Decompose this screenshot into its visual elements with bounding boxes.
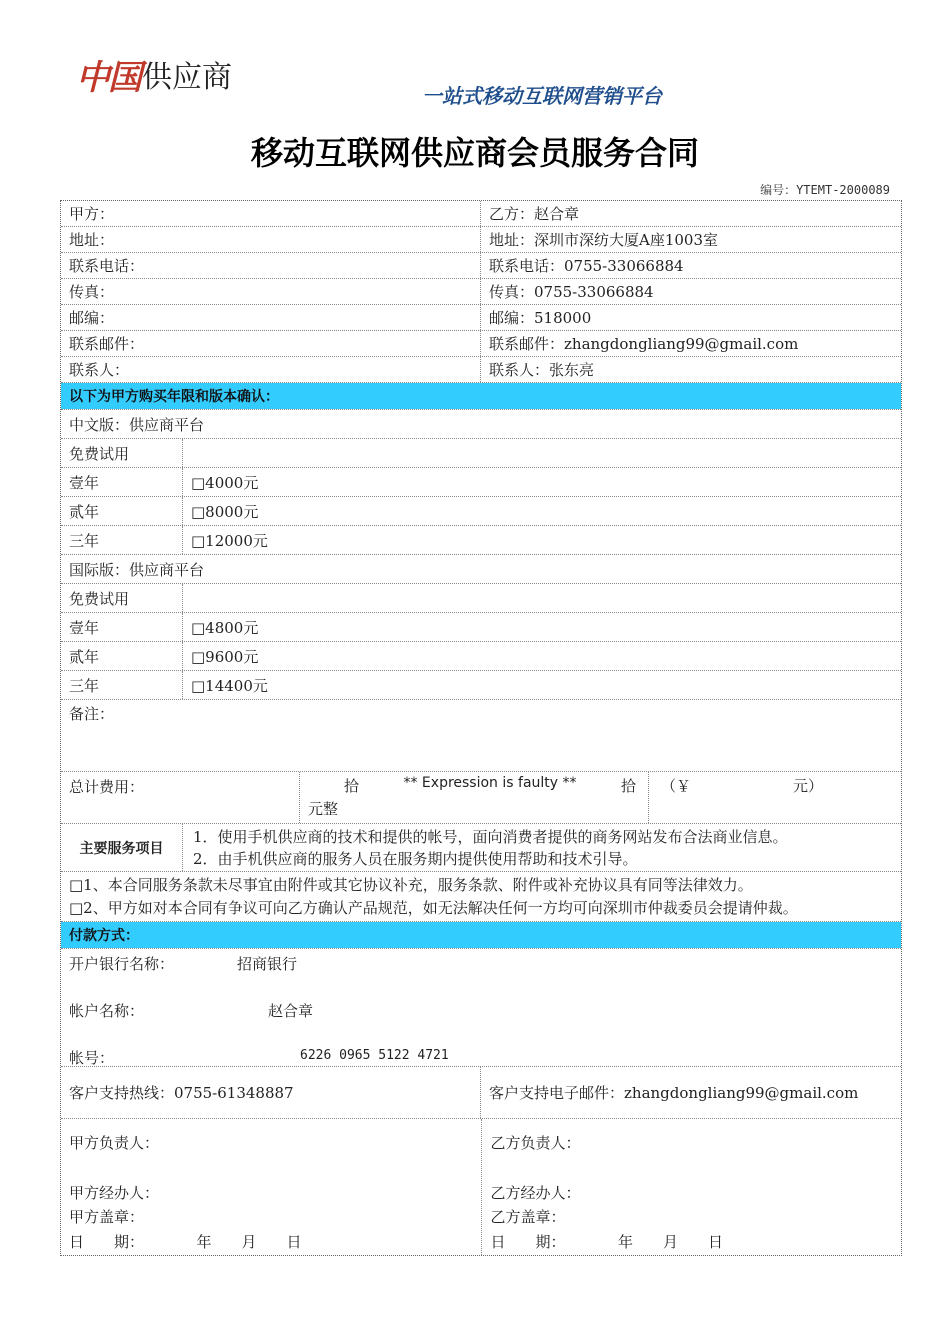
shi-label: 拾: [344, 777, 360, 795]
term-label: 壹年: [61, 468, 183, 496]
currency-label: （￥: [661, 777, 692, 795]
party-row-email: [61, 331, 901, 357]
payment-row: [61, 949, 901, 1067]
price-row: [61, 613, 901, 642]
party-a-contact: 联系人：: [61, 357, 481, 382]
contract-form: [60, 200, 902, 1256]
support-email: [481, 1067, 901, 1118]
price-row: [61, 439, 901, 468]
logo-text: 供应商: [142, 60, 232, 95]
services-row: [61, 824, 901, 872]
party-a-email: 联系邮件：: [61, 331, 481, 356]
clauses-list: [61, 872, 806, 921]
total-label: 总计费用：: [61, 772, 300, 823]
cn-version-title: 中文版：供应商平台: [69, 415, 205, 434]
price-row: [61, 642, 901, 671]
term-label: 三年: [61, 526, 183, 554]
price-option-checkbox[interactable]: □8000元: [191, 502, 259, 521]
remarks-label: 备注：: [69, 705, 115, 723]
intl-version-title: 国际版：供应商平台: [69, 560, 205, 579]
remarks-row: [61, 700, 901, 772]
party-row-phone: [61, 253, 901, 279]
purchase-section-row: [61, 383, 901, 410]
party-a-signature: [61, 1119, 482, 1255]
support-hotline: 客户支持热线：0755-61348887: [61, 1067, 481, 1118]
payment-details: [61, 949, 901, 1066]
total-amount-number: [649, 772, 901, 823]
party-a-zip: 邮编：: [61, 305, 481, 330]
account-name-value: 赵合章: [268, 1002, 314, 1020]
term-label: 三年: [61, 671, 183, 699]
party-b-zip: 邮编：518000: [489, 309, 592, 327]
support-email-text: 客户支持电子邮件：zhangdongliang99@gmail.com: [489, 1084, 859, 1102]
price-row: [61, 497, 901, 526]
party-a-date: 日 期： 年 月 日: [69, 1233, 302, 1251]
party-a-head: 甲方负责人：: [69, 1134, 160, 1152]
clauses-row: [61, 872, 901, 922]
account-no-label: 帐号：: [69, 1049, 115, 1067]
total-amount-words: [300, 772, 649, 823]
party-a-fax: 传真：: [61, 279, 481, 304]
party-a-agent: 甲方经办人：: [69, 1184, 160, 1202]
price-row: [61, 584, 901, 613]
purchase-section-header: 以下为甲方购买年限和版本确认：: [61, 383, 901, 409]
price-option-checkbox[interactable]: □9600元: [191, 647, 259, 666]
signature-row: [61, 1119, 901, 1255]
price-row: [61, 468, 901, 497]
party-row-zip: [61, 305, 901, 331]
contract-number: 编号：YTEMT-2000089: [760, 183, 890, 197]
party-a-address: 地址：: [61, 227, 481, 252]
party-b-contact: 联系人：张东亮: [489, 361, 595, 379]
brand-logo: [76, 48, 232, 100]
party-b-fax: 传真：0755-33066884: [489, 283, 654, 301]
price-option: [183, 584, 199, 612]
clause-checkbox[interactable]: □2、甲方如对本合同有争议可向乙方确认产品规范，如无法解决任何一方均可向深圳市仲裁委员会提请仲裁。: [69, 899, 798, 917]
party-b-phone: 联系电话：0755-33066884: [489, 257, 684, 275]
party-row-fax: [61, 279, 901, 305]
shi-label: 拾: [620, 777, 636, 795]
party-b-agent: 乙方经办人：: [490, 1184, 581, 1202]
page-title: 移动互联网供应商会员服务合同: [250, 134, 699, 172]
party-b-email: 联系邮件：zhangdongliang99@gmail.com: [489, 335, 799, 353]
party-b-date: 日 期： 年 月 日: [490, 1233, 724, 1251]
party-b-address: 地址：深圳市深纺大厦A座1003室: [489, 231, 719, 249]
party-row-name: [61, 201, 901, 227]
party-b-seal: 乙方盖章：: [490, 1208, 566, 1226]
services-label: 主要服务项目: [61, 824, 183, 871]
expression-error: ** Expression is faulty **: [403, 775, 577, 791]
intl-version-row: [61, 555, 901, 584]
account-no-value: 6226 0965 5122 4721: [300, 1048, 449, 1063]
price-option-checkbox[interactable]: □14400元: [191, 676, 268, 695]
party-b-name: 乙方：赵合章: [489, 205, 580, 223]
term-label: 免费试用: [61, 439, 183, 467]
price-option-checkbox[interactable]: □4800元: [191, 618, 259, 637]
payment-section-row: [61, 922, 901, 949]
party-a-phone: 联系电话：: [61, 253, 481, 278]
party-a-name: 甲方：: [61, 201, 481, 226]
term-label: 壹年: [61, 613, 183, 641]
price-row: [61, 526, 901, 555]
account-name-label: 帐户名称：: [69, 1002, 145, 1020]
clause-checkbox[interactable]: □1、本合同服务条款未尽事宜由附件或其它协议补充，服务条款、附件或补充协议具有同等法律效力。: [69, 876, 753, 894]
price-option-checkbox[interactable]: □4000元: [191, 473, 259, 492]
cn-version-row: [61, 410, 901, 439]
party-b-signature: [482, 1119, 902, 1255]
yuan-zheng: 元整: [308, 800, 339, 818]
party-row-contact: [61, 357, 901, 383]
price-row: [61, 671, 901, 700]
service-item: 1．使用手机供应商的技术和提供的帐号，面向消费者提供的商务网站发布合法商业信息。: [193, 828, 788, 846]
price-option-checkbox[interactable]: □12000元: [191, 531, 268, 550]
logo-mark: 中国: [76, 57, 140, 98]
service-item: 2．由手机供应商的服务人员在服务期内提供使用帮助和技术引导。: [193, 850, 638, 868]
party-row-address: [61, 227, 901, 253]
party-b-head: 乙方负责人：: [490, 1134, 581, 1152]
payment-section-header: 付款方式：: [61, 922, 901, 948]
support-row: [61, 1067, 901, 1119]
party-a-seal: 甲方盖章：: [69, 1208, 145, 1226]
bank-label: 开户银行名称：: [69, 955, 175, 973]
term-label: 贰年: [61, 497, 183, 525]
term-label: 免费试用: [61, 584, 183, 612]
yuan-close: 元）: [792, 777, 823, 795]
services-list: [183, 824, 798, 871]
total-row: [61, 772, 901, 824]
term-label: 贰年: [61, 642, 183, 670]
price-option: [183, 439, 199, 467]
bank-value: 招商银行: [237, 955, 298, 973]
tagline: 一站式移动互联网营销平台: [422, 84, 662, 108]
